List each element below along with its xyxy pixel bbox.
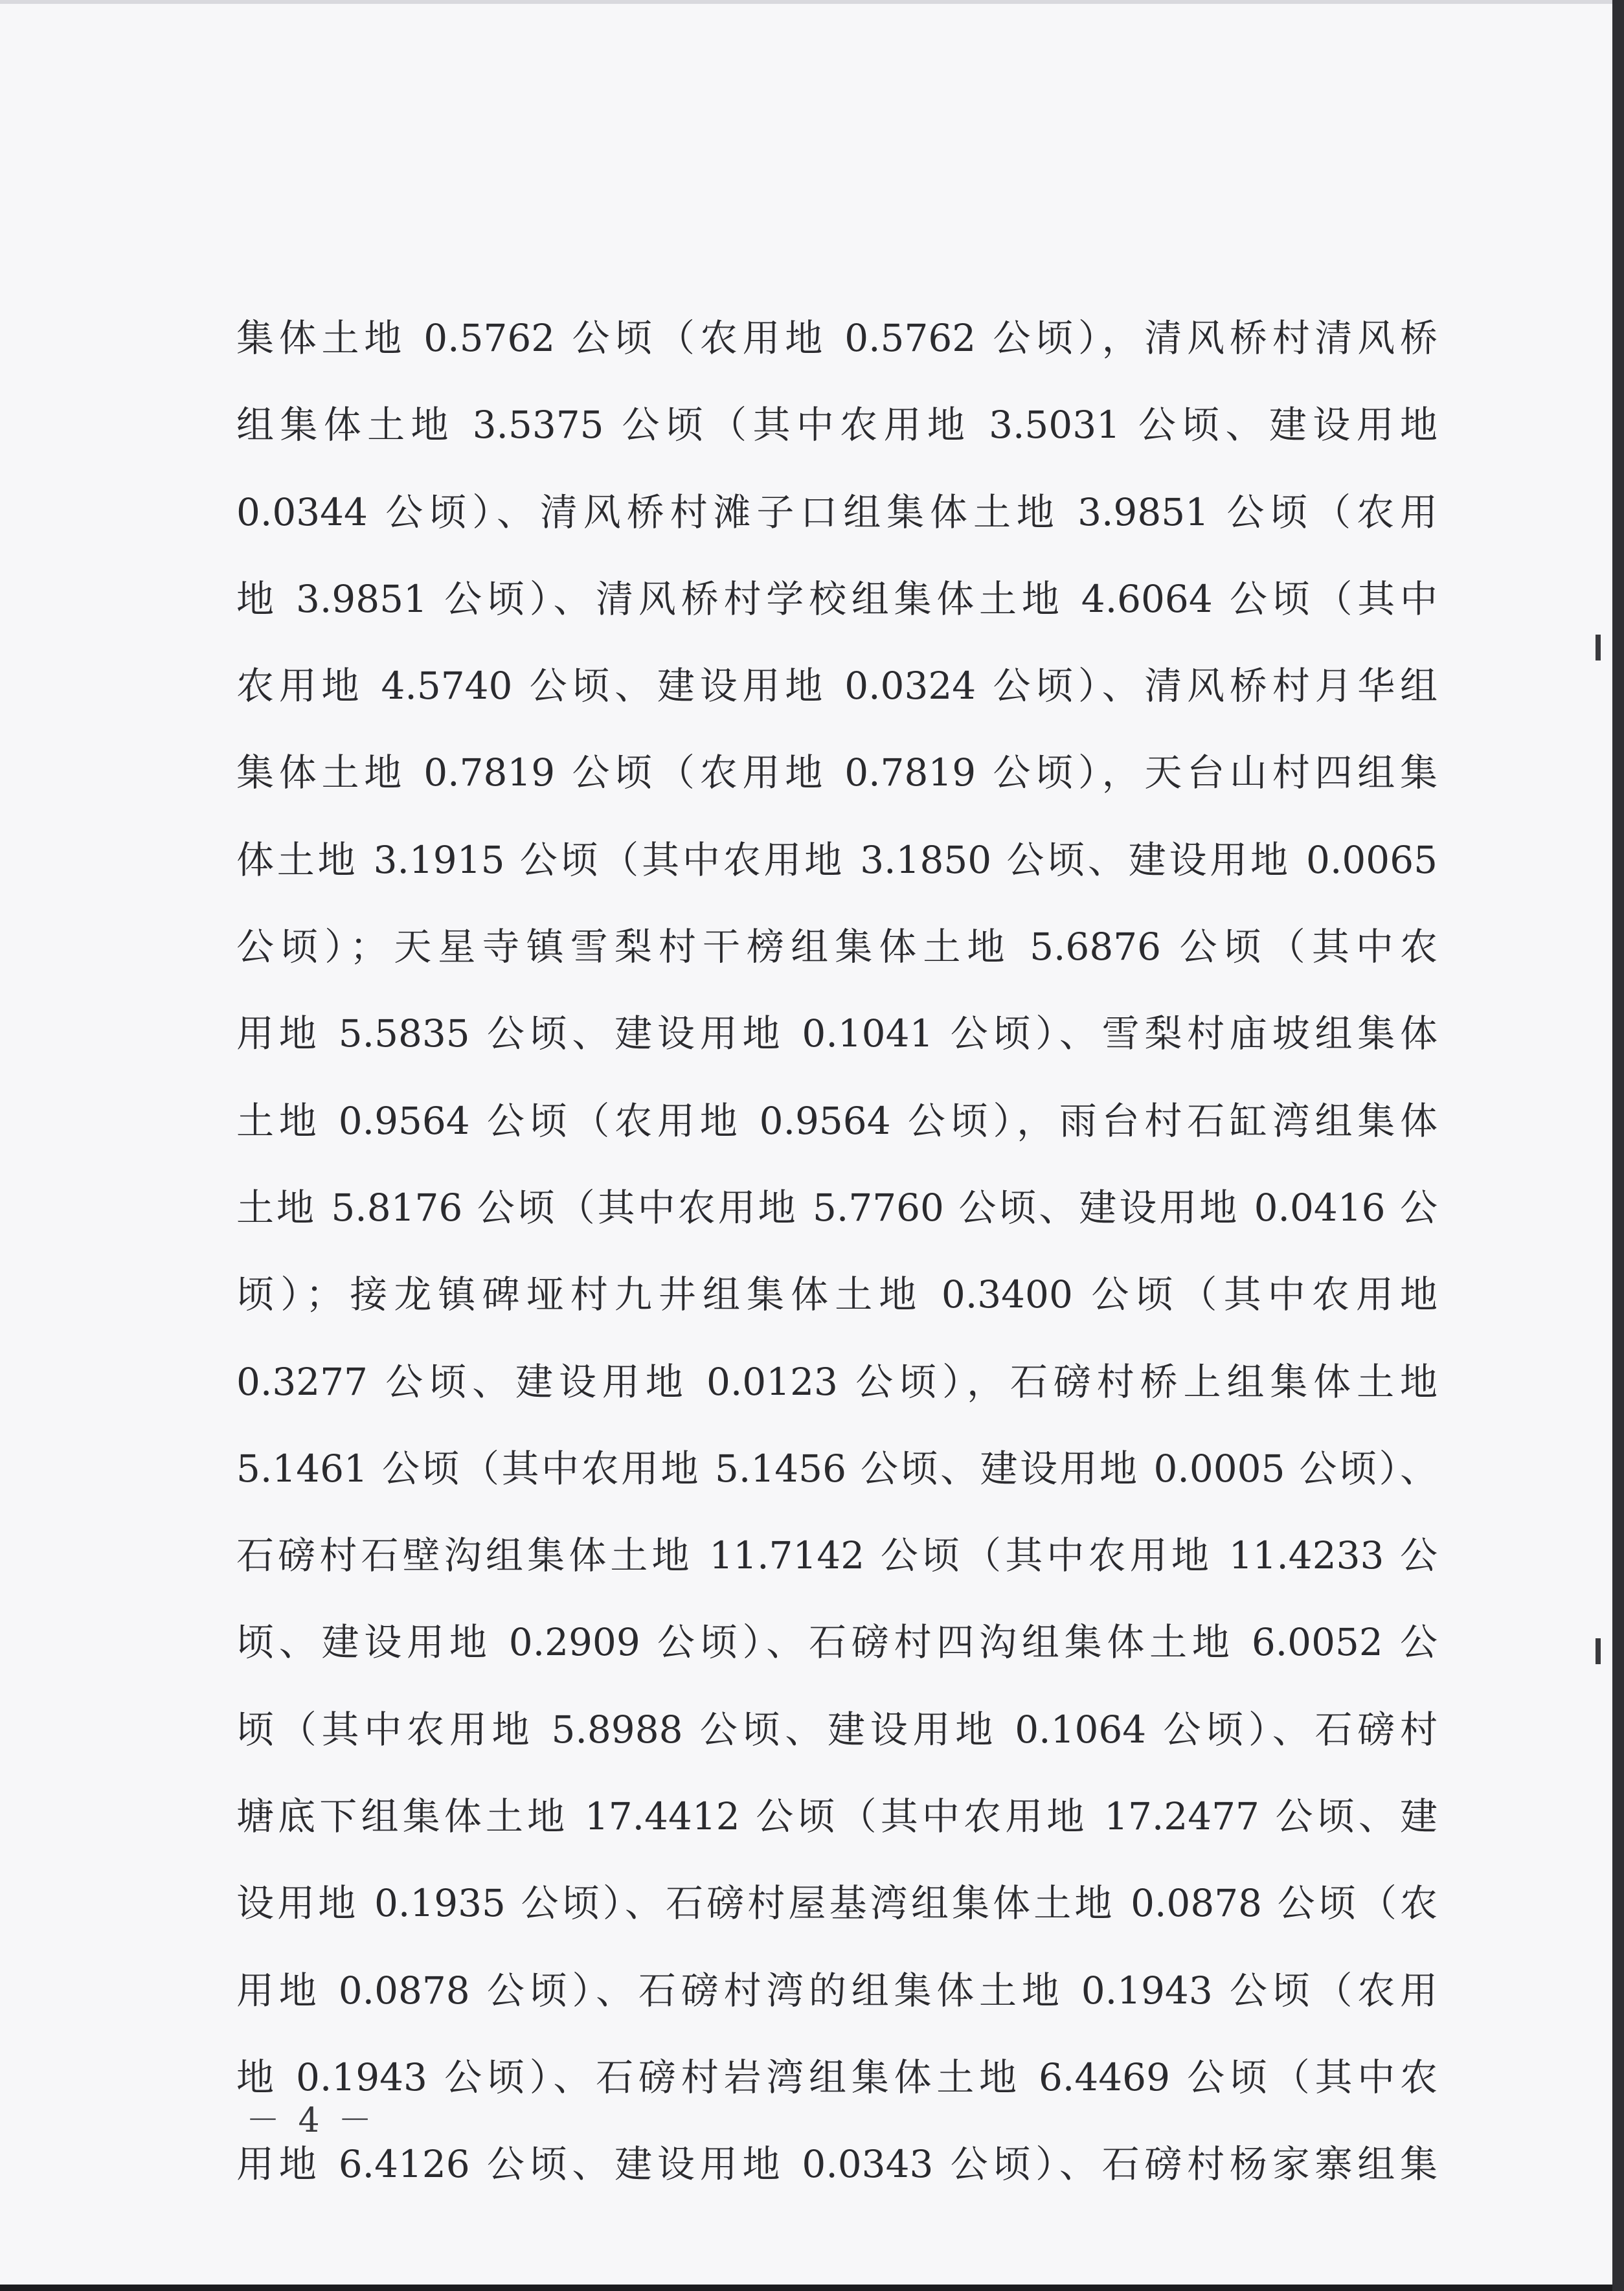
text-line: 石磅村石壁沟组集体土地 11.7142 公顷（其中农用地 11.4233 公 bbox=[236, 1533, 1438, 1578]
text-line: 顷）；接龙镇碑垭村九井组集体土地 0.3400 公顷（其中农用地 bbox=[236, 1272, 1438, 1317]
body-paragraph bbox=[236, 295, 1438, 2208]
scan-bottom-edge bbox=[0, 2285, 1612, 2291]
text-line: 用地 5.5835 公顷、建设用地 0.1041 公顷）、雪梨村庙坡组集体 bbox=[236, 1011, 1438, 1056]
text-line: 公顷）；天星寺镇雪梨村干榜组集体土地 5.6876 公顷（其中农 bbox=[236, 925, 1438, 969]
text-line: 地 0.1943 公顷）、石磅村岩湾组集体土地 6.4469 公顷（其中农 bbox=[236, 2055, 1438, 2099]
page-number: － 4 － bbox=[246, 2101, 376, 2140]
text-line: 设用地 0.1935 公顷）、石磅村屋基湾组集体土地 0.0878 公顷（农 bbox=[236, 1881, 1438, 1926]
text-line: 0.3277 公顷、建设用地 0.0123 公顷），石磅村桥上组集体土地 bbox=[236, 1359, 1438, 1404]
text-line: 土地 5.8176 公顷（其中农用地 5.7760 公顷、建设用地 0.0416 公 bbox=[236, 1185, 1438, 1230]
text-line: 集体土地 0.7819 公顷（农用地 0.7819 公顷），天台山村四组集 bbox=[236, 751, 1438, 795]
scan-edge-mark bbox=[1596, 1638, 1601, 1664]
text-line: 农用地 4.5740 公顷、建设用地 0.0324 公顷）、清风桥村月华组 bbox=[236, 664, 1438, 708]
text-line: 5.1461 公顷（其中农用地 5.1456 公顷、建设用地 0.0005 公顷）、 bbox=[236, 1446, 1438, 1491]
text-line: 地 3.9851 公顷）、清风桥村学校组集体土地 4.6064 公顷（其中 bbox=[236, 576, 1438, 621]
scan-edge-mark bbox=[1596, 635, 1601, 660]
text-line: 顷（其中农用地 5.8988 公顷、建设用地 0.1064 公顷）、石磅村 bbox=[236, 1707, 1438, 1752]
text-line: 集体土地 0.5762 公顷（农用地 0.5762 公顷），清风桥村清风桥 bbox=[236, 316, 1438, 360]
text-line: 用地 6.4126 公顷、建设用地 0.0343 公顷）、石磅村杨家寨组集 bbox=[236, 2142, 1438, 2187]
scan-top-edge bbox=[0, 0, 1612, 4]
text-line: 顷、建设用地 0.2909 公顷）、石磅村四沟组集体土地 6.0052 公 bbox=[236, 1620, 1438, 1665]
text-line: 组集体土地 3.5375 公顷（其中农用地 3.5031 公顷、建设用地 bbox=[236, 403, 1438, 447]
text-line: 用地 0.0878 公顷）、石磅村湾的组集体土地 0.1943 公顷（农用 bbox=[236, 1968, 1438, 2013]
text-line: 塘底下组集体土地 17.4412 公顷（其中农用地 17.2477 公顷、建 bbox=[236, 1794, 1438, 1839]
text-line: 体土地 3.1915 公顷（其中农用地 3.1850 公顷、建设用地 0.0065 bbox=[236, 837, 1438, 882]
text-line: 0.0344 公顷）、清风桥村滩子口组集体土地 3.9851 公顷（农用 bbox=[236, 490, 1438, 534]
text-line: 土地 0.9564 公顷（农用地 0.9564 公顷），雨台村石缸湾组集体 bbox=[236, 1098, 1438, 1143]
